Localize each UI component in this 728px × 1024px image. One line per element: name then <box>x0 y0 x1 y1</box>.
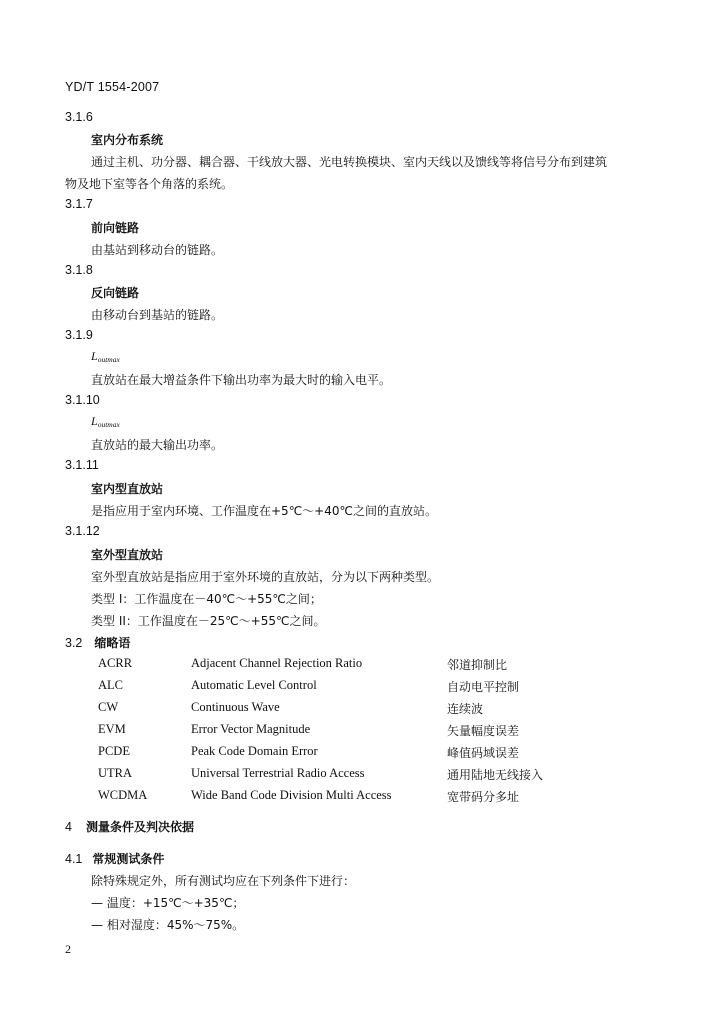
abbr-english: Automatic Level Control <box>191 678 317 692</box>
definition-text: 是指应用于室内环境、工作温度在+5℃～+40℃之间的直放站。 <box>91 504 437 518</box>
clause-number: 3.1.8 <box>65 263 93 277</box>
abbr-english: Wide Band Code Division Multi Access <box>191 788 392 802</box>
chapter-heading: 4 测量条件及判决依据 <box>65 820 194 834</box>
abbr-chinese: 邻道抑制比 <box>447 658 508 672</box>
abbr-chinese: 峰值码域误差 <box>447 746 520 760</box>
abbr-chinese: 连续波 <box>447 702 484 716</box>
term-title: 室外型直放站 <box>91 548 164 562</box>
abbr-chinese: 通用陆地无线接入 <box>447 768 544 782</box>
term-title: 反向链路 <box>91 286 140 300</box>
abbr-code: CW <box>98 700 119 714</box>
abbr-english: Continuous Wave <box>191 700 280 714</box>
definition-text: 通过主机、功分器、耦合器、干线放大器、光电转换模块、室内天线以及馈线等将信号分布到建筑 <box>91 155 608 169</box>
symbol-term: $L_{outmax}$ <box>91 349 120 364</box>
abbr-chinese: 矢量幅度误差 <box>447 724 520 738</box>
abbr-chinese: 宽带码分多址 <box>447 790 520 804</box>
abbr-code: ACRR <box>98 656 133 670</box>
list-item: — 温度：+15℃～+35℃； <box>91 896 245 910</box>
abbr-code: PCDE <box>98 744 130 758</box>
definition-text: 直放站的最大输出功率。 <box>91 438 224 452</box>
list-item: — 相对湿度：45%～75%。 <box>91 918 245 932</box>
definition-text: 物及地下室等各个角落的系统。 <box>65 177 234 191</box>
definition-text: 直放站在最大增益条件下输出功率为最大时的输入电平。 <box>91 373 392 387</box>
clause-number: 3.1.11 <box>65 458 99 472</box>
abbr-english: Error Vector Magnitude <box>191 722 311 736</box>
section-heading: 4.1 常规测试条件 <box>65 852 165 866</box>
abbr-english: Adjacent Channel Rejection Ratio <box>191 656 363 670</box>
abbr-chinese: 自动电平控制 <box>447 680 520 694</box>
abbr-code: UTRA <box>98 766 133 780</box>
abbr-english: Universal Terrestrial Radio Access <box>191 766 365 780</box>
clause-number: 3.1.12 <box>65 524 100 538</box>
section-heading: 3.2 缩略语 <box>65 636 131 650</box>
abbr-english: Peak Code Domain Error <box>191 744 318 758</box>
abbr-code: ALC <box>98 678 123 692</box>
clause-number: 3.1.7 <box>65 197 93 211</box>
body-text: 除特殊规定外，所有测试均应在下列条件下进行： <box>91 874 356 888</box>
abbr-code: WCDMA <box>98 788 148 802</box>
definition-text: 类型 I：工作温度在－40℃～+55℃之间； <box>91 592 322 606</box>
term-title: 前向链路 <box>91 221 140 235</box>
definition-text: 室外型直放站是指应用于室外环境的直放站，分为以下两种类型。 <box>91 570 440 584</box>
term-title: 室内型直放站 <box>91 482 164 496</box>
definition-text: 由基站到移动台的链路。 <box>91 243 224 257</box>
page-number: 2 <box>65 942 71 956</box>
clause-number: 3.1.10 <box>65 393 100 407</box>
standard-number-header: YD/T 1554-2007 <box>65 80 160 94</box>
definition-text: 类型 II：工作温度在－25℃～+55℃之间。 <box>91 614 326 628</box>
definition-text: 由移动台到基站的链路。 <box>91 308 224 322</box>
clause-number: 3.1.6 <box>65 110 93 124</box>
clause-number: 3.1.9 <box>65 328 93 342</box>
term-title: 室内分布系统 <box>91 133 164 147</box>
abbr-code: EVM <box>98 722 126 736</box>
symbol-term: $L_{outmax}$ <box>91 414 120 429</box>
